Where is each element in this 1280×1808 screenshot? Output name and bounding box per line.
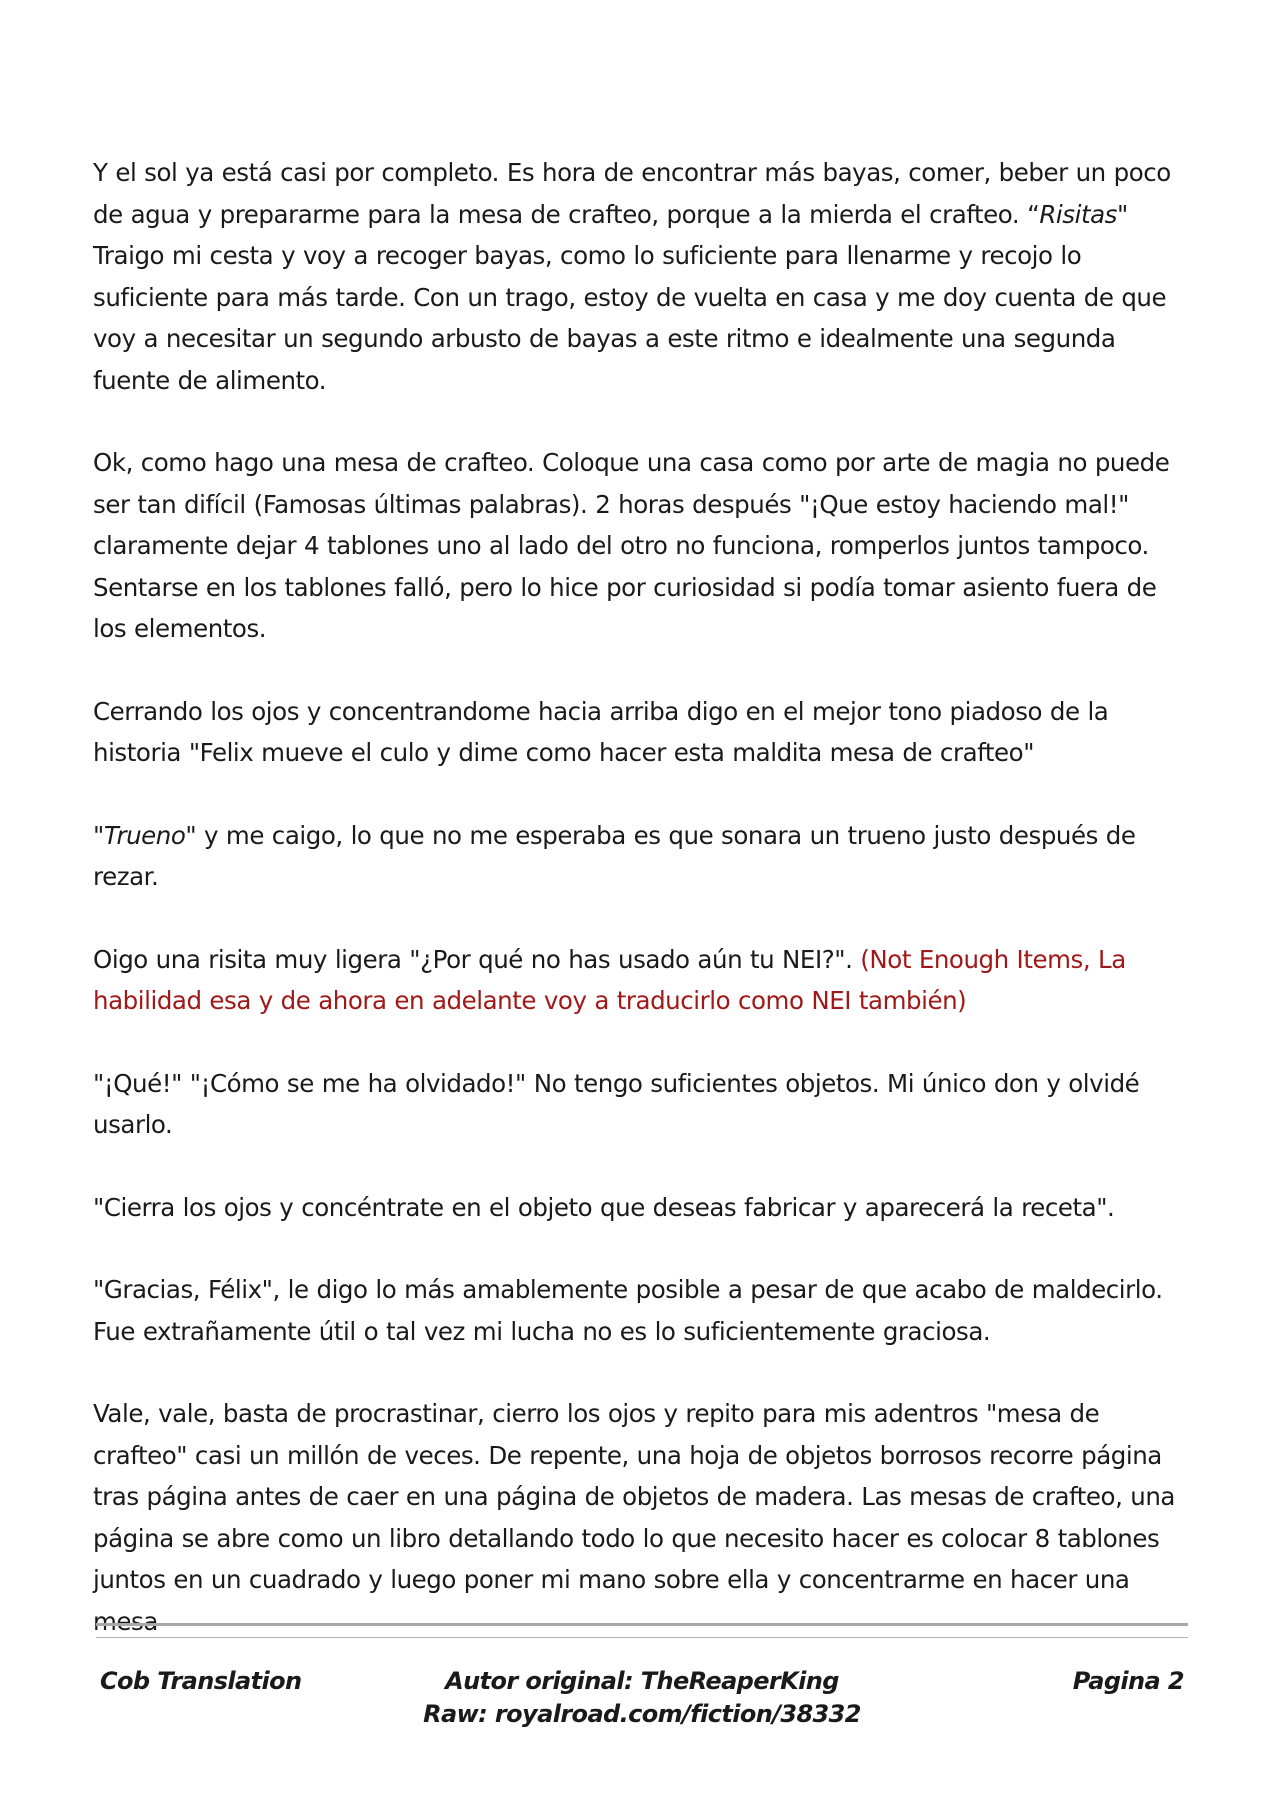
paragraph [93,1063,1188,1146]
paragraph [93,691,1188,774]
raw-source: Raw: royalroad.com/fiction/38332 [423,1700,861,1728]
paragraph-text: Ok, como hago una mesa de crafteo. Coloque una casa como por arte de magia no puede ser tan difícil (Famosas últimas palabras). 2 horas después "¡Que estoy haciendo mal!" claramente dejar 4 tablones uno al lado del otro no funciona, romperlos juntos tampoco. Sentarse en los tablones falló, pero lo hice por curiosidad si podía tomar asiento fuera de los elementos. [93,448,1170,643]
footer-divider [96,1637,1188,1638]
paragraph [93,1187,1188,1229]
paragraph-text: " Traigo mi cesta y voy a recoger bayas, como lo suficiente para llenarme y recojo lo suficiente para más tarde. Con un trago, estoy de vuelta en casa y me doy cuenta de que voy a necesitar un segundo arbusto de bayas a este ritmo e idealmente una segunda fuente de alimento. [93,199,1167,395]
paragraph-text: Oigo una risita muy ligera "¿Por qué no has usado aún tu NEI?". [93,944,861,974]
original-author: Autor original: TheReaperKing [445,1667,839,1695]
sound-effect: Trueno [103,820,186,850]
paragraph-text: "¡Qué!" "¡Cómo se me ha olvidado!" No tengo suficientes objetos. Mi único don y olvidé usarlo. [93,1068,1140,1139]
sound-effect: Risitas [1039,199,1117,229]
paragraph [93,1269,1188,1352]
footer-divider [96,1623,1188,1626]
paragraph [93,152,1188,401]
paragraph [93,939,1188,1022]
paragraph-text: Y el sol ya está casi por completo. Es hora de encontrar más bayas, comer, beber un poco de agua y prepararme para la mesa de crafteo, porque a la mierda el crafteo. “ [93,158,1171,229]
paragraph-text: " y me caigo, lo que no me esperaba es que sonara un trueno justo después de rezar. [93,820,1136,891]
translator-credit: Cob Translation [100,1667,302,1695]
paragraph-text: "Cierra los ojos y concéntrate en el objeto que deseas fabricar y aparecerá la receta". [93,1192,1115,1222]
author-credit [96,1665,1188,1731]
page-number: Pagina 2 [1072,1667,1184,1695]
paragraph [93,815,1188,898]
translator-note: (Not Enough Items, La habilidad esa y de ahora en adelante voy a traducirlo como NEI también) [93,944,1126,1015]
paragraph [93,1393,1188,1642]
paragraph-text: Vale, vale, basta de procrastinar, cierro los ojos y repito para mis adentros "mesa de crafteo" casi un millón de veces. De repente, una hoja de objetos borrosos recorre página tras página antes de caer en una página de objetos de madera. Las mesas de crafteo, una página se abre como un libro detallando todo lo que necesito hacer es colocar 8 tablones juntos en un cuadrado y luego poner mi mano sobre ella y concentrarme en hacer una mesa [93,1399,1175,1636]
page-body [93,152,1188,1683]
paragraph-text: Cerrando los ojos y concentrandome hacia arriba digo en el mejor tono piadoso de la historia "Felix mueve el culo y dime como hacer esta maldita mesa de crafteo" [93,696,1109,767]
paragraph [93,442,1188,650]
paragraph-text: "Gracias, Félix", le digo lo más amablemente posible a pesar de que acabo de maldecirlo. Fue extrañamente útil o tal vez mi lucha no es lo suficientemente graciosa. [93,1275,1163,1346]
paragraph-text: " [93,820,104,850]
